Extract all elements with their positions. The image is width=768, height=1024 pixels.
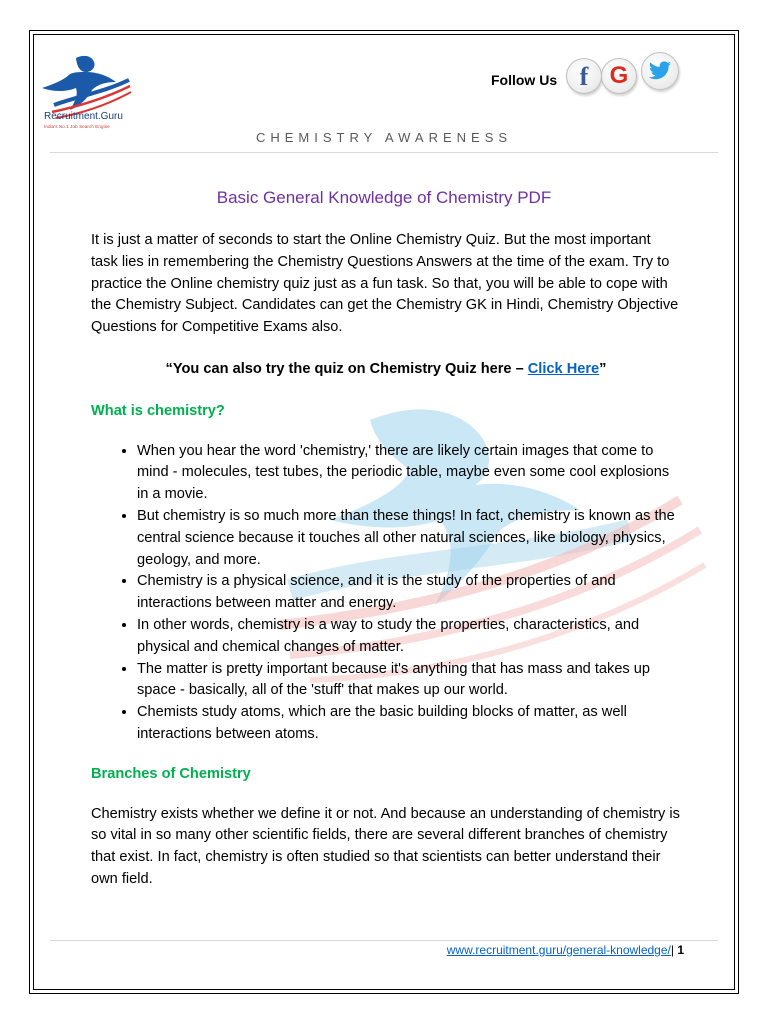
quote-text: “You can also try the quiz on Chemistry Quiz here – <box>165 360 528 377</box>
list-item: • When you hear the word 'chemistry,' there are likely certain images that come to mind - molecules, test tubes, the periodic table, maybe even some cool explosions in a movie. <box>137 441 681 506</box>
facebook-glyph: f <box>579 62 589 91</box>
list-item: • The matter is pretty important because it's anything that has mass and takes up space - basically, all of the 'stuff' that makes up our world. <box>137 659 681 703</box>
document-body <box>91 230 681 891</box>
page-footer <box>447 943 684 957</box>
list-item: • Chemists study atoms, which are the basic building blocks of matter, as well interactions between atoms. <box>137 702 681 746</box>
page-number: 1 <box>677 943 684 957</box>
quote-close: ” <box>599 360 607 377</box>
footer-separator: | <box>670 943 678 957</box>
logo-text: Recruitment.Guru <box>44 111 123 122</box>
logo-tagline: India's No.1 Job Search Engine <box>44 124 110 129</box>
twitter-bird-icon <box>648 61 672 81</box>
list-item: • Chemistry is a physical science, and it is the study of the properties of and interactions between matter and energy. <box>137 571 681 615</box>
list-item: • But chemistry is so much more than these things! In fact, chemistry is known as the central science because it touches all other natural sciences, like biology, physics, geology, and more. <box>137 506 681 571</box>
intro-paragraph: It is just a matter of seconds to start the Online Chemistry Quiz. But the most important task lies in remembering the Chemistry Questions Answers at the time of the exam. Try to practice the Online chemistry quiz just as a fun task. So that, you will be able to cope with the Chemistry Subject. Candidates can get the Chemistry GK in Hindi, Chemistry Objective Questions for Competitive Exams also. <box>91 232 679 336</box>
twitter-icon[interactable] <box>641 52 679 90</box>
google-plus-icon[interactable] <box>601 58 637 94</box>
heading-branches-of-chemistry: Branches of Chemistry <box>91 765 251 782</box>
google-glyph: G <box>609 62 629 89</box>
facebook-icon[interactable] <box>566 58 602 94</box>
footer-link[interactable]: www.recruitment.guru/general-knowledge/ <box>446 943 671 957</box>
chemistry-bullet-list <box>91 441 681 746</box>
quiz-quote <box>91 359 681 381</box>
header-divider <box>50 152 718 153</box>
footer-divider <box>50 940 718 941</box>
list-item: • In other words, chemistry is a way to study the properties, characteristics, and physical and chemical changes of matter. <box>137 615 681 659</box>
branches-paragraph: Chemistry exists whether we define it or not. And because an understanding of chemistry is so vital in so many other scientific fields, there are several different branches of chemistry that exist. In fact, chemistry is often studied so that scientists can better understand their own field. <box>91 805 680 887</box>
click-here-link[interactable]: Click Here <box>527 360 600 377</box>
heading-what-is-chemistry: What is chemistry? <box>91 402 225 419</box>
document-title: Basic General Knowledge of Chemistry PDF <box>216 188 552 207</box>
section-title: CHEMISTRY AWARENESS <box>255 130 513 145</box>
follow-us-label: Follow Us <box>491 72 558 88</box>
